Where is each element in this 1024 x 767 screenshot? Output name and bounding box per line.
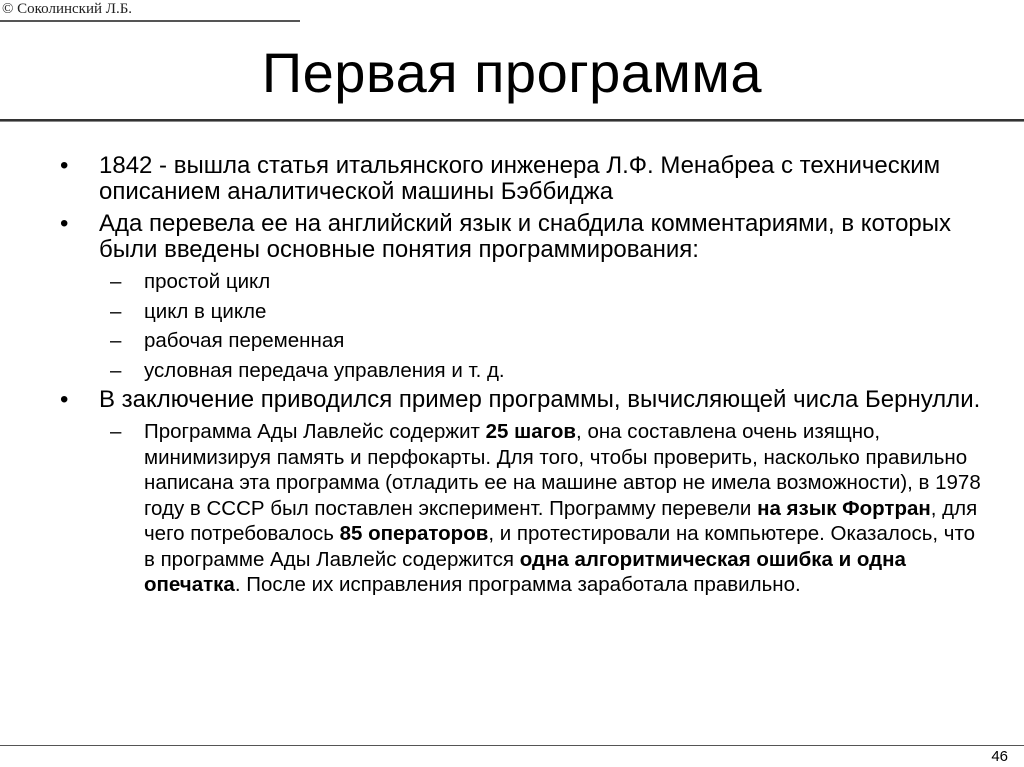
bullet-text: 1842 - вышла статья итальянского инженера Л.Ф. Менабреа с техническим описанием аналитической машины Бэббиджа xyxy=(99,152,941,205)
slide-content xyxy=(0,153,1024,602)
top-divider xyxy=(0,20,300,22)
sub-item-text: рабочая переменная xyxy=(144,329,345,352)
dash-icon: – xyxy=(110,358,122,382)
sub-item-paragraph xyxy=(0,419,1024,598)
bullet-item xyxy=(0,387,1024,413)
emphasis-operators: 85 операторов xyxy=(339,522,489,545)
sub-item-text: простой цикл xyxy=(144,270,271,293)
dash-icon: – xyxy=(110,420,122,443)
title-divider xyxy=(0,119,1024,122)
paragraph-text: , для чего потребовалось xyxy=(144,496,978,545)
bullet-icon: • xyxy=(60,210,69,237)
paragraph-text: , она составлена очень изящно, минимизируя память и перфокарты. Для того, чтобы проверить, насколько правильно написана эта программа (отладить ее на машине автор не имела возможности), в 1978 году в СССР был поставлен эксперимент. Программу перевели xyxy=(144,420,981,520)
sub-item xyxy=(0,328,1024,353)
sub-item xyxy=(0,358,1024,383)
paragraph-text: Программа Ады Лавлейс содержит xyxy=(144,420,486,443)
bullet-icon: • xyxy=(60,386,69,413)
sub-item xyxy=(0,299,1024,324)
copyright-label: © Соколинский Л.Б. xyxy=(2,1,133,17)
sub-item-text: цикл в цикле xyxy=(144,299,267,323)
sub-item-text: условная передача управления и т. д. xyxy=(144,358,505,382)
bullet-icon: • xyxy=(60,152,69,179)
bullet-text: Ада перевела ее на английский язык и снабдила комментариями, в которых были введены основные понятия программирования: xyxy=(99,210,952,263)
bullet-text: В заключение приводился пример программы, вычисляющей числа Бернулли. xyxy=(99,386,981,413)
dash-icon: – xyxy=(110,299,122,323)
emphasis-fortran: на язык Фортран xyxy=(757,496,931,520)
bullet-item xyxy=(0,211,1024,263)
slide-title: Первая программа xyxy=(261,41,763,104)
dash-icon: – xyxy=(110,329,122,352)
sub-item xyxy=(0,269,1024,294)
emphasis-errors: одна алгоритмическая ошибка и одна опечатка xyxy=(144,547,906,596)
bullet-item xyxy=(0,153,1024,205)
footer-divider xyxy=(0,745,1024,746)
dash-icon: – xyxy=(110,270,122,293)
page-number: 46 xyxy=(991,748,1008,765)
paragraph-text: , и протестировали на компьютере. Оказалось, что в программе Ады Лавлейс содержится xyxy=(144,522,976,571)
paragraph-text: . После их исправления программа заработала правильно. xyxy=(234,573,801,596)
emphasis-steps: 25 шагов xyxy=(485,420,577,443)
